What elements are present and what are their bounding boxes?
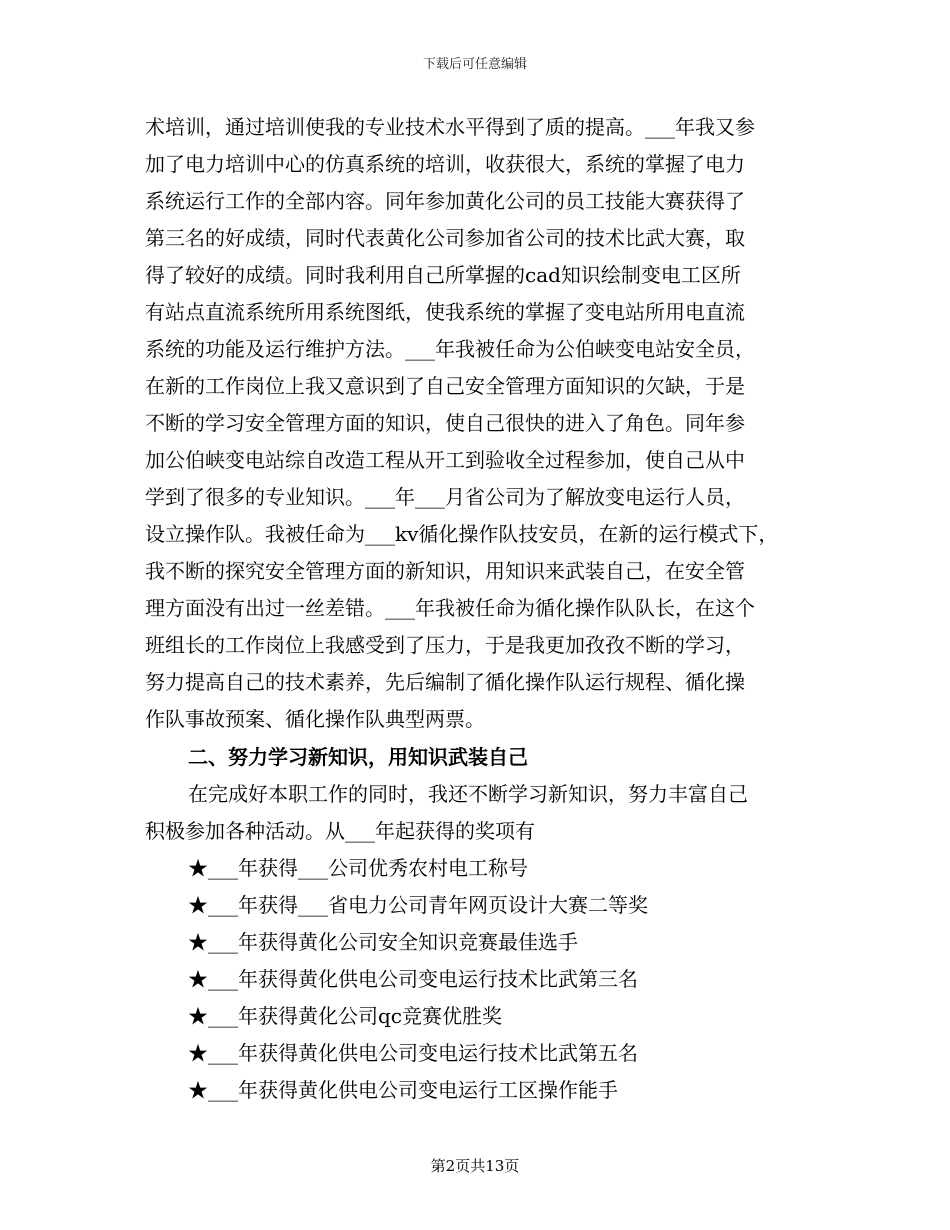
section-heading: 二、努力学习新知识，用知识武装自己 — [188, 745, 528, 769]
paragraph-line: 得了较好的成绩。同时我利用自己所掌握的cad知识绘制变电工区所 — [145, 263, 741, 287]
paragraph-line: 加了电力培训中心的仿真系统的培训，收获很大，系统的掌握了电力 — [145, 152, 745, 176]
paragraph-line: 系统运行工作的全部内容。同年参加黄化公司的员工技能大赛获得了 — [145, 189, 745, 213]
paragraph-line: 作队事故预案、循化操作队典型两票。 — [145, 707, 485, 731]
award-item: ★___年获得黄化供电公司变电运行技术比武第五名 — [188, 1041, 638, 1065]
award-item: ★___年获得黄化公司qc竞赛优胜奖 — [188, 1004, 503, 1028]
paragraph-line: 班组长的工作岗位上我感受到了压力，于是我更加孜孜不断的学习， — [145, 633, 745, 657]
paragraph-line: 系统的功能及运行维护方法。___年我被任命为公伯峡变电站安全员， — [145, 337, 755, 361]
paragraph-line: 我不断的探究安全管理方面的新知识，用知识来武装自己，在安全管 — [145, 559, 745, 583]
award-item: ★___年获得黄化供电公司变电运行工区操作能手 — [188, 1078, 618, 1102]
award-item: ★___年获得___省电力公司青年网页设计大赛二等奖 — [188, 893, 648, 917]
paragraph-line: 学到了很多的专业知识。___年___月省公司为了解放变电运行人员， — [145, 485, 745, 509]
paragraph-line: 有站点直流系统所用系统图纸，使我系统的掌握了变电站所用电直流 — [145, 300, 745, 324]
paragraph-line: 不断的学习安全管理方面的知识，使自己很快的进入了角色。同年参 — [145, 411, 745, 435]
paragraph-line: 第三名的好成绩，同时代表黄化公司参加省公司的技术比武大赛，取 — [145, 226, 745, 250]
paragraph-line: 在完成好本职工作的同时，我还不断学习新知识，努力丰富自己 — [188, 782, 748, 806]
paragraph-line: 术培训，通过培训使我的专业技术水平得到了质的提高。___年我又参 — [145, 115, 755, 139]
paragraph-line: 理方面没有出过一丝差错。___年我被任命为循化操作队队长，在这个 — [145, 596, 755, 620]
page-header: 下载后可任意编辑 — [422, 57, 527, 72]
award-item: ★___年获得___公司优秀农村电工称号 — [188, 856, 528, 880]
award-item: ★___年获得黄化供电公司变电运行技术比武第三名 — [188, 967, 638, 991]
page-number-footer: 第2页共13页 — [430, 1157, 520, 1175]
award-item: ★___年获得黄化公司安全知识竞赛最佳选手 — [188, 930, 578, 954]
paragraph-line: 设立操作队。我被任命为___kv循化操作队技安员，在新的运行模式下， — [145, 522, 779, 546]
paragraph-line: 加公伯峡变电站综自改造工程从开工到验收全过程参加，使自己从中 — [145, 448, 745, 472]
paragraph-line: 积极参加各种活动。从___年起获得的奖项有 — [145, 819, 535, 843]
paragraph-line: 努力提高自己的技术素养，先后编制了循化操作队运行规程、循化操 — [145, 670, 745, 694]
paragraph-line: 在新的工作岗位上我又意识到了自己安全管理方面知识的欠缺，于是 — [145, 374, 745, 398]
